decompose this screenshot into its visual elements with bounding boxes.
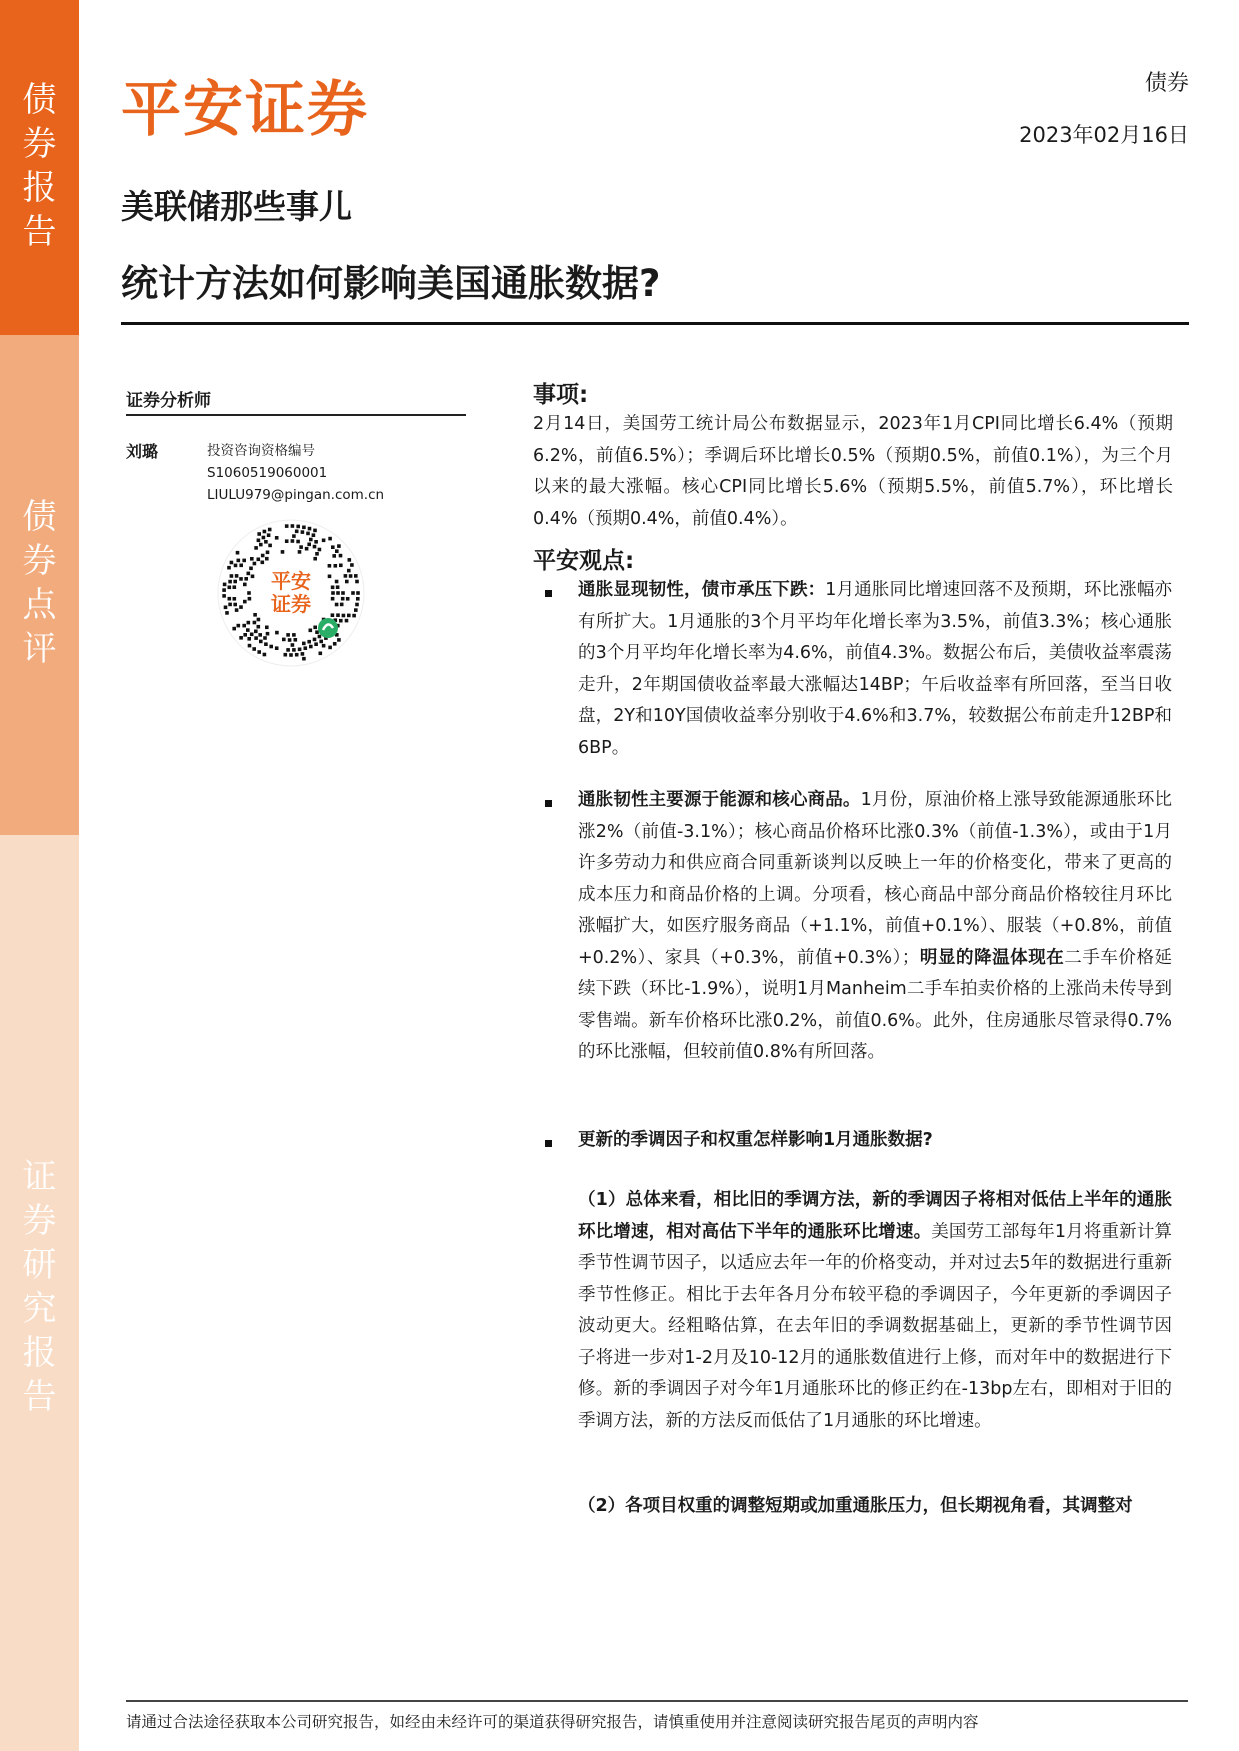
qr-dot — [259, 543, 263, 547]
qr-dot — [242, 624, 246, 628]
qr-dot — [335, 603, 339, 607]
sidebar-label-bond-review: 债券点评 — [22, 497, 57, 669]
qr-dot — [356, 591, 360, 595]
qr-dot — [285, 539, 289, 543]
qr-dot — [282, 638, 286, 642]
qr-dot — [254, 630, 258, 634]
qr-dot — [248, 597, 252, 601]
qr-dot — [233, 580, 237, 584]
qr-dot — [265, 626, 269, 630]
qr-dot — [305, 547, 309, 551]
qr-dot — [336, 585, 340, 589]
events-paragraph: 2月14日，美国劳工统计局公布数据显示，2023年1月CPI同比增长6.4%（预期6.2%，前值6.5%）；季调后环比增长0.5%（预期0.5%，前值0.1%），为三个月以来的最大涨幅。核心CPI同比增长5.6%（预期5.5%，前值5.7%），环比增长0.4%（预期0.4%，前值0.4%）。 — [533, 414, 1173, 529]
qr-dot — [337, 638, 341, 642]
qr-dot — [253, 621, 257, 625]
qr-dot — [307, 640, 311, 644]
qr-dot — [234, 564, 238, 568]
page-title: 统计方法如何影响美国通胀数据? — [121, 262, 661, 305]
qr-dot — [355, 580, 359, 584]
qr-dot — [331, 613, 335, 617]
qr-dot — [304, 646, 308, 650]
qr-dot — [239, 636, 243, 640]
qr-dot — [295, 530, 299, 534]
qr-dot — [298, 648, 302, 652]
qr-dot — [315, 552, 319, 556]
qr-dot — [292, 534, 296, 538]
bullet-marker — [545, 1140, 552, 1147]
series-title: 美联储那些事儿 — [121, 187, 352, 226]
qr-dot — [313, 626, 317, 630]
qr-dot — [247, 591, 251, 595]
view-paragraph-2 — [578, 785, 1172, 1069]
qr-dot — [328, 564, 332, 568]
views-heading: 平安观点: — [533, 548, 635, 574]
document-date: 2023年02月16日 — [1019, 123, 1189, 147]
qr-dot — [285, 524, 289, 528]
qr-dot — [235, 574, 239, 578]
qr-dot — [261, 561, 265, 565]
qr-dot — [345, 580, 349, 584]
qr-dot — [331, 597, 335, 601]
qr-dot — [346, 597, 350, 601]
qr-dot — [222, 594, 226, 598]
qr-dot — [257, 539, 261, 543]
sidebar-block-research — [0, 835, 79, 1751]
qr-dot — [246, 628, 250, 632]
qr-dot — [335, 580, 339, 584]
qr-dot — [312, 533, 316, 537]
view-1-lead: 通胀显现韧性，债市承压下跌： — [578, 580, 826, 600]
qr-dot — [239, 577, 243, 581]
view-3-1-lead: （1）总体来看，相比旧的季调方法，新的季调因子将相对低估上半年的通胀环比增速，相对高估下半年的通胀环比增速。 — [578, 1190, 1172, 1242]
qr-dot — [254, 546, 258, 550]
view-3-1-body: 美国劳工部每年1月将重新计算季节性调节因子，以适应去年一年的价格变动，并对过去5年的数据进行重新季节性修正。相比于去年各月分布较平稳的季调因子，今年更新的季调因子波动更大。经粗略估算，在去年旧的季调数据基础上，更新的季节性调节因子将进一步对1-2月及10-12月的通胀数值进行上修，而对年中的数据进行下修。新的季调因子对今年1月通胀环比的修正约在-13bp左右，即相对于旧的季调方法，新的方法反而低估了1月通胀的环比增速。 — [578, 1221, 1172, 1431]
qr-dot — [223, 583, 227, 587]
sidebar-label-securities-research: 证券研究报告 — [22, 1157, 57, 1417]
company-logo: 平安证券 — [121, 75, 369, 145]
qr-dot — [331, 591, 335, 595]
qr-dot — [236, 551, 240, 555]
qr-dot — [263, 653, 267, 657]
qr-dot — [348, 558, 352, 562]
qr-dot — [247, 572, 251, 576]
qr-dot — [239, 564, 243, 568]
qr-dot — [347, 614, 351, 618]
qr-dot — [289, 653, 293, 657]
qr-dot — [250, 633, 254, 637]
qr-dot — [286, 648, 290, 652]
qr-dot — [284, 653, 288, 657]
analyst-name: 刘璐 — [126, 442, 159, 461]
qr-dot — [233, 603, 237, 607]
qr-dot — [228, 586, 232, 590]
qr-dot — [243, 600, 247, 604]
qr-dot — [356, 597, 360, 601]
qr-dot — [352, 614, 356, 618]
qr-dot — [341, 597, 345, 601]
qr-dot — [313, 545, 317, 549]
qr-dot — [263, 530, 267, 534]
qr-dot — [318, 635, 322, 639]
qr-dot — [249, 567, 253, 571]
qr-dot — [261, 554, 265, 558]
qr-dot — [232, 627, 236, 631]
qr-dot — [259, 640, 263, 644]
qr-dot — [328, 537, 332, 541]
qr-dot — [269, 645, 273, 649]
view-2-lead: 通胀韧性主要源于能源和核心商品。 — [578, 790, 861, 810]
sidebar-label-bond-report: 债券报告 — [22, 80, 57, 252]
analyst-heading: 证券分析师 — [126, 391, 211, 411]
qr-dot — [344, 574, 348, 578]
qr-dot — [230, 561, 234, 565]
qr-dot — [251, 575, 255, 579]
qr-dot — [335, 549, 339, 553]
qr-dot — [258, 633, 262, 637]
qr-dot — [349, 574, 353, 578]
qr-dot — [291, 524, 295, 528]
qr-dot — [319, 652, 323, 656]
left-sidebar — [0, 0, 79, 1751]
qr-dot — [313, 557, 317, 561]
qr-dot — [313, 529, 317, 533]
view-1-body: 1月通胀同比增速回落不及预期，环比涨幅亦有所扩大。1月通胀的3个月平均年化增长率为3.5%，前值3.3%；核心通胀的3个月平均年化增长率为4.6%，前值4.3%。数据公布后，美债收益率震荡走升，2年期国债收益率最大涨幅达14BP；午后收益率有所回落，至当日收盘，2Y和10Y国债收益率分别收于4.6%和3.7%，较数据公布前走升12BP和6BP。 — [578, 580, 1172, 758]
qr-dot — [267, 533, 271, 537]
view-2-body-2: 二手车价格延续下跌（环比-1.9%），说明1月Manheim二手车拍卖价格的上涨尚未传导到零售端。新车价格环比涨0.2%，前值0.6%。此外，住房通胀尽管录得0.7%的环比涨幅，但较前值0.8%有所回落。 — [578, 947, 1172, 1062]
qr-logo-text-top: 平安 — [271, 569, 311, 593]
qr-dot — [306, 532, 310, 536]
qr-dot — [339, 564, 343, 568]
mini-program-icon — [318, 618, 338, 638]
qr-dot — [264, 540, 268, 544]
qr-dot — [228, 580, 232, 584]
qr-dot — [345, 619, 349, 623]
sidebar-block-report-type — [0, 0, 79, 335]
analyst-divider — [126, 414, 466, 416]
qr-dot — [275, 536, 279, 540]
qr-dot — [328, 575, 332, 579]
qr-dot — [322, 539, 326, 543]
analyst-email[interactable]: LIULU979@pingan.com.cn — [207, 487, 385, 503]
qr-code-image[interactable] — [216, 518, 366, 668]
qr-dot — [242, 559, 246, 563]
qr-dot — [309, 538, 313, 542]
qr-dot — [262, 536, 266, 540]
footer-disclaimer: 请通过合法途径获取本公司研究报告，如经由未经许可的渠道获得研究报告，请慎重使用并注意阅读研究报告尾页的声明内容 — [126, 1713, 979, 1731]
qr-dot — [224, 606, 228, 610]
analyst-cert-label: 投资咨询资格编号 — [207, 443, 315, 459]
qr-dot — [291, 643, 295, 647]
qr-dot — [333, 642, 337, 646]
analyst-info — [207, 440, 384, 506]
qr-dot — [247, 637, 251, 641]
qr-dot — [286, 633, 290, 637]
qr-dot — [253, 562, 257, 566]
qr-dot — [230, 574, 234, 578]
qr-dot — [291, 539, 295, 543]
qr-dot — [281, 550, 285, 554]
qr-dot — [237, 559, 241, 563]
qr-dot — [252, 647, 256, 651]
qr-dot — [254, 636, 258, 640]
qr-dot — [328, 646, 332, 650]
qr-dot — [233, 597, 237, 601]
qr-dot — [243, 583, 247, 587]
qr-dot — [253, 613, 257, 617]
qr-dot — [319, 640, 323, 644]
qr-dot — [264, 642, 268, 646]
qr-dot — [347, 569, 351, 573]
qr-dot — [296, 540, 300, 544]
qr-dot — [301, 652, 305, 656]
qr-dot — [275, 646, 279, 650]
qr-dot — [257, 558, 261, 562]
qr-dot — [288, 638, 292, 642]
analyst-cert-number: S1060519060001 — [207, 465, 328, 481]
view-2-lead-2: 明显的降温体现在 — [919, 947, 1065, 968]
view-paragraph-3-heading: 更新的季调因子和权重怎样影响1月通胀数据? — [578, 1130, 933, 1150]
qr-dot — [266, 632, 270, 636]
qr-dot — [257, 625, 261, 629]
qr-dot — [299, 545, 303, 549]
qr-dot — [257, 532, 261, 536]
title-divider — [121, 322, 1189, 325]
qr-dot — [322, 644, 326, 648]
qr-dot — [257, 618, 261, 622]
qr-dot — [308, 527, 312, 531]
sidebar-block-review — [0, 335, 79, 835]
qr-dot — [266, 551, 270, 555]
qr-dot — [309, 629, 313, 633]
qr-dot — [331, 545, 335, 549]
qr-dot — [340, 603, 344, 607]
bullet-marker — [545, 800, 552, 807]
qr-dot — [314, 540, 318, 544]
qr-dot — [237, 624, 241, 628]
qr-dot — [227, 566, 231, 570]
qr-dot — [268, 544, 272, 548]
qr-dot — [302, 657, 306, 661]
qr-logo-text-bottom: 证券 — [271, 592, 311, 616]
qr-dot — [355, 603, 359, 607]
qr-dot — [233, 585, 237, 589]
qr-dot — [228, 603, 232, 607]
qr-dot — [228, 597, 232, 601]
qr-dot — [318, 548, 322, 552]
qr-dot — [257, 650, 261, 654]
qr-dot — [315, 630, 319, 634]
qr-dot — [309, 645, 313, 649]
qr-dot — [354, 574, 358, 578]
qr-dot — [337, 544, 341, 548]
qr-dot — [275, 631, 279, 635]
qr-dot — [263, 636, 267, 640]
qr-dot — [301, 530, 305, 534]
qr-dot — [307, 543, 311, 547]
footer-divider — [126, 1700, 1188, 1702]
qr-dot — [342, 614, 346, 618]
qr-dot — [331, 586, 335, 590]
qr-dot — [248, 644, 252, 648]
qr-dot — [298, 550, 302, 554]
qr-dot — [302, 642, 306, 646]
qr-dot — [332, 554, 336, 558]
qr-dot — [339, 619, 343, 623]
qr-dot — [341, 591, 345, 595]
qr-dot — [244, 577, 248, 581]
qr-dot — [336, 591, 340, 595]
qr-dot — [302, 526, 306, 530]
qr-dot — [354, 608, 358, 612]
qr-dot — [222, 588, 226, 592]
qr-dot — [351, 591, 355, 595]
qr-dot — [239, 605, 243, 609]
qr-dot — [294, 638, 298, 642]
view-paragraph-1 — [578, 575, 1172, 764]
view-2-body: 1月份，原油价格上涨导致能源通胀环比涨2%（前值-3.1%）；核心商品价格环比涨0.3%（前值-1.3%），或由于1月许多劳动力和供应商合同重新谈判以反映上一年的价格变化，带来了更高的成本压力和商品价格的上调。分项看，核心商品中部分商品价格较往月环比涨幅扩大，如医疗服务商品（+1.1%，前值+0.1%）、服装（+0.8%，前值+0.2%）、家具（+0.3%，前值+0.3%）； — [578, 790, 1173, 968]
qr-dot — [313, 638, 317, 642]
view-paragraph-3-1 — [578, 1185, 1172, 1437]
qr-dot — [295, 653, 299, 657]
view-paragraph-3-2: （2）各项目权重的调整短期或加重通胀压力，但长期视角看，其调整对 — [578, 1496, 1133, 1516]
qr-dot — [350, 563, 354, 567]
qr-dot — [314, 642, 318, 646]
qr-dot — [265, 557, 269, 561]
qr-dot — [292, 648, 296, 652]
qr-dot — [339, 554, 343, 558]
qr-dot — [296, 525, 300, 529]
qr-dot — [243, 633, 247, 637]
qr-dot — [292, 633, 296, 637]
qr-dot — [268, 528, 272, 532]
qr-dot — [235, 608, 239, 612]
qr-dot — [225, 611, 229, 615]
document-type: 债券 — [1144, 71, 1189, 96]
qr-dot — [247, 621, 251, 625]
bullet-marker — [545, 590, 552, 597]
qr-dot — [334, 564, 338, 568]
events-heading: 事项: — [533, 382, 589, 408]
qr-dot — [336, 613, 340, 617]
qr-dot — [250, 557, 254, 561]
